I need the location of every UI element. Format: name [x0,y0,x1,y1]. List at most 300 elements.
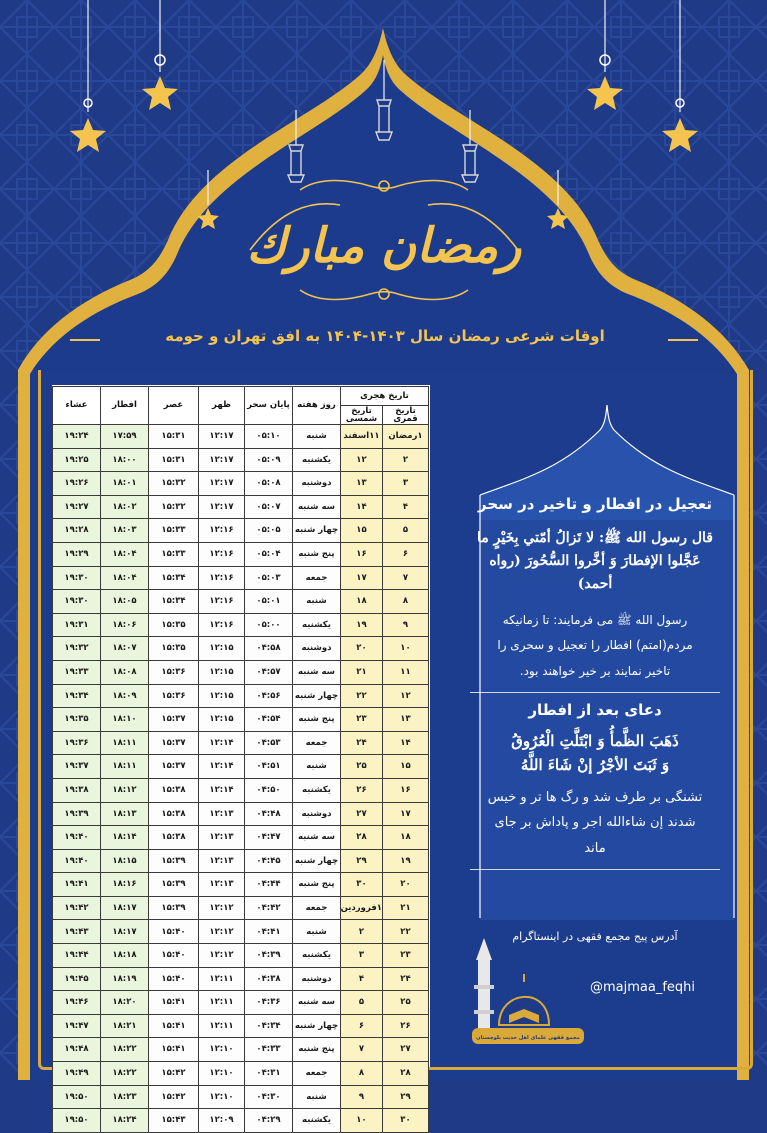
dua-arabic-line: ذَهَبَ الظَّمأُ وَ ابْتَلَّتِ الْعُرُوقُ [511,731,679,750]
cell-sahar: ۰۵:۰۳ [245,566,293,590]
cell-weekday: شنبه [293,590,341,614]
cell-qamari: ۱۸ [383,826,429,850]
cell-weekday: یکشنبه [293,778,341,802]
table-row [53,1038,429,1062]
cell-shamsi: ۱۷ [341,566,383,590]
table-row [53,826,429,850]
header-weekday: روز هفته [293,387,341,425]
cell-sahar: ۰۴:۴۴ [245,873,293,897]
cell-asr: ۱۵:۳۹ [149,896,199,920]
cell-sahar: ۰۵:۰۹ [245,448,293,472]
table-row [53,944,429,968]
cell-weekday: شنبه [293,425,341,449]
cell-sahar: ۰۵:۰۴ [245,542,293,566]
cell-asr: ۱۵:۳۸ [149,802,199,826]
cell-shamsi: ۲۹ [341,849,383,873]
cell-asr: ۱۵:۳۳ [149,519,199,543]
cell-asr: ۱۵:۳۹ [149,873,199,897]
cell-sahar: ۰۴:۳۸ [245,967,293,991]
cell-qamari: ۲۵ [383,991,429,1015]
cell-zohr: ۱۲:۱۳ [199,849,245,873]
cell-shamsi: ۵ [341,991,383,1015]
cell-asr: ۱۵:۴۲ [149,1062,199,1086]
cell-qamari: ۲۳ [383,944,429,968]
table-row [53,967,429,991]
cell-iftar: ۱۸:۰۹ [101,684,149,708]
cell-zohr: ۱۲:۱۴ [199,731,245,755]
minaret-icon [474,938,494,1040]
cell-isha: ۱۹:۴۸ [53,1038,101,1062]
cell-weekday: شنبه [293,755,341,779]
cell-sahar: ۰۴:۳۳ [245,1038,293,1062]
cell-shamsi: ۱۱اسفند [341,425,383,449]
cell-sahar: ۰۴:۴۷ [245,826,293,850]
cell-isha: ۱۹:۴۲ [53,896,101,920]
cell-weekday: شنبه [293,920,341,944]
timetable-body [53,425,429,1133]
cell-weekday: سه شنبه [293,991,341,1015]
cell-isha: ۱۹:۴۰ [53,826,101,850]
table-row [53,708,429,732]
cell-qamari: ۱۰ [383,637,429,661]
cell-sahar: ۰۴:۳۹ [245,944,293,968]
table-row [53,1014,429,1038]
cell-zohr: ۱۲:۱۴ [199,778,245,802]
cell-sahar: ۰۴:۳۶ [245,991,293,1015]
cell-weekday: سه شنبه [293,826,341,850]
table-row [53,873,429,897]
cell-qamari: ۲۱ [383,896,429,920]
cell-zohr: ۱۲:۱۰ [199,1085,245,1109]
table-row [53,778,429,802]
cell-iftar: ۱۸:۲۲ [101,1062,149,1086]
cell-zohr: ۱۲:۱۷ [199,448,245,472]
cell-sahar: ۰۵:۰۸ [245,472,293,496]
cell-asr: ۱۵:۳۲ [149,472,199,496]
dua-translation-line: تشنگی بر طرف شد و رگ ها تر و خیس [487,789,703,805]
cell-isha: ۱۹:۲۸ [53,519,101,543]
cell-iftar: ۱۸:۰۲ [101,495,149,519]
cell-qamari: ۲۴ [383,967,429,991]
dua-title: دعای بعد از افطار [528,700,662,719]
cell-iftar: ۱۸:۱۶ [101,873,149,897]
cell-qamari: ۲۸ [383,1062,429,1086]
cell-iftar: ۱۸:۰۰ [101,448,149,472]
hadith-arabic-line: قال رسول الله ﷺ: لا تَزالُ أمّتي بِخَيْرٍ ما [477,530,713,546]
cell-weekday: دوشنبه [293,637,341,661]
lantern-icon [288,100,478,182]
cell-qamari: ۳۰ [383,1109,429,1133]
hadith-translation-line: رسول الله ﷺ می فرمایند: تا زمانیکه [502,613,688,628]
cell-iftar: ۱۸:۰۸ [101,660,149,684]
cell-sahar: ۰۵:۰۰ [245,613,293,637]
cell-asr: ۱۵:۳۱ [149,425,199,449]
table-row [53,684,429,708]
cell-weekday: چهار شنبه [293,849,341,873]
cell-qamari: ۱۵ [383,755,429,779]
cell-qamari: ۱۶ [383,778,429,802]
cell-weekday: چهار شنبه [293,1014,341,1038]
timetable-grid [52,386,429,1133]
cell-weekday: جمعه [293,731,341,755]
cell-sahar: ۰۵:۰۷ [245,495,293,519]
cell-weekday: جمعه [293,896,341,920]
instagram-handle[interactable]: @majmaa_feqhi [590,980,696,995]
divider [470,869,720,870]
table-row [53,566,429,590]
cell-iftar: ۱۸:۲۱ [101,1014,149,1038]
cell-zohr: ۱۲:۱۷ [199,472,245,496]
title-ornament [0,0,767,370]
header-qamari: تاریخ قمری [383,406,429,425]
mosque-icon [499,974,549,1025]
table-row [53,542,429,566]
header-shamsi: تاریخ شمسی [341,406,383,425]
cell-qamari: ۹ [383,613,429,637]
cell-isha: ۱۹:۲۶ [53,472,101,496]
logo-text: مجمع فقهی علمای اهل حدیث بلوچستان [476,1035,580,1041]
cell-isha: ۱۹:۳۲ [53,637,101,661]
cell-asr: ۱۵:۳۹ [149,849,199,873]
cell-isha: ۱۹:۳۶ [53,731,101,755]
cell-isha: ۱۹:۳۳ [53,660,101,684]
cell-weekday: دوشنبه [293,967,341,991]
cell-zohr: ۱۲:۱۲ [199,896,245,920]
table-row [53,660,429,684]
cell-shamsi: ۱۶ [341,542,383,566]
cell-iftar: ۱۸:۱۸ [101,944,149,968]
cell-qamari: ۴ [383,495,429,519]
cell-weekday: سه شنبه [293,495,341,519]
cell-iftar: ۱۸:۱۹ [101,967,149,991]
cell-iftar: ۱۸:۱۷ [101,896,149,920]
cell-iftar: ۱۸:۲۳ [101,1085,149,1109]
cell-isha: ۱۹:۳۹ [53,802,101,826]
table-row [53,1109,429,1133]
cell-shamsi: ۲۷ [341,802,383,826]
cell-sahar: ۰۴:۳۴ [245,1014,293,1038]
table-row [53,472,429,496]
cell-zohr: ۱۲:۱۳ [199,826,245,850]
cell-sahar: ۰۴:۵۶ [245,684,293,708]
cell-shamsi: ۱۵ [341,519,383,543]
cell-asr: ۱۵:۳۵ [149,613,199,637]
dua-translation [470,785,720,861]
cell-shamsi: ۱۹ [341,613,383,637]
hadith-panel [470,495,720,878]
cell-isha: ۱۹:۴۴ [53,944,101,968]
cell-asr: ۱۵:۴۱ [149,1014,199,1038]
table-row [53,849,429,873]
header-sahar: پایان سحر [245,387,293,425]
cell-shamsi: ۲ [341,920,383,944]
table-row [53,755,429,779]
hadith-title: تعجیل در افطار و تاخیر در سحر [477,495,712,513]
cell-sahar: ۰۴:۳۱ [245,1062,293,1086]
cell-isha: ۱۹:۴۷ [53,1014,101,1038]
cell-iftar: ۱۸:۲۴ [101,1109,149,1133]
cell-sahar: ۰۴:۵۴ [245,708,293,732]
cell-iftar: ۱۸:۰۷ [101,637,149,661]
hadith-arabic-line: عَجَّلوا الإفطارَ وَ أخَّروا السُّحُورَ (رواه أحمد) [489,553,701,593]
cell-shamsi: ۱فروردین [341,896,383,920]
cell-zohr: ۱۲:۱۴ [199,755,245,779]
cell-weekday: شنبه [293,1085,341,1109]
cell-shamsi: ۱۴ [341,495,383,519]
cell-shamsi: ۶ [341,1014,383,1038]
cell-asr: ۱۵:۳۸ [149,826,199,850]
cell-sahar: ۰۴:۵۷ [245,660,293,684]
header-row-1 [53,387,429,406]
cell-qamari: ۱۴ [383,731,429,755]
cell-zohr: ۱۲:۰۹ [199,1109,245,1133]
table-row [53,896,429,920]
cell-shamsi: ۱۳ [341,472,383,496]
table-row [53,519,429,543]
cell-iftar: ۱۸:۱۴ [101,826,149,850]
cell-weekday: یکشنبه [293,1109,341,1133]
cell-qamari: ۱۷ [383,802,429,826]
cell-asr: ۱۵:۴۰ [149,944,199,968]
cell-weekday: چهار شنبه [293,684,341,708]
dua-arabic-line: وَ ثَبَتَ الأجْرُ إنْ شَاءَ اللَّهُ [520,755,670,774]
dua-translation-line: ماند [584,840,606,856]
cell-asr: ۱۵:۴۰ [149,920,199,944]
cell-qamari: ۲۷ [383,1038,429,1062]
cell-sahar: ۰۵:۱۰ [245,425,293,449]
cell-iftar: ۱۷:۵۹ [101,425,149,449]
cell-iftar: ۱۸:۰۳ [101,519,149,543]
cell-asr: ۱۵:۳۸ [149,778,199,802]
cell-qamari: ۲۹ [383,1085,429,1109]
cell-qamari: ۲ [383,448,429,472]
logo [464,930,589,1055]
cell-iftar: ۱۸:۱۰ [101,708,149,732]
cell-isha: ۱۹:۲۵ [53,448,101,472]
cell-weekday: پنج شنبه [293,542,341,566]
cell-shamsi: ۲۲ [341,684,383,708]
cell-shamsi: ۷ [341,1038,383,1062]
cell-isha: ۱۹:۲۷ [53,495,101,519]
cell-shamsi: ۱۰ [341,1109,383,1133]
header-zohr: ظهر [199,387,245,425]
cell-isha: ۱۹:۴۶ [53,991,101,1015]
cell-weekday: پنج شنبه [293,873,341,897]
cell-sahar: ۰۵:۰۵ [245,519,293,543]
hadith-translation-line: مردم(امتم) افطار را تعجیل و سحری را [497,638,693,653]
cell-qamari: ۱۳ [383,708,429,732]
cell-weekday: جمعه [293,566,341,590]
cell-zohr: ۱۲:۱۶ [199,519,245,543]
cell-iftar: ۱۸:۰۱ [101,472,149,496]
cell-iftar: ۱۸:۰۴ [101,542,149,566]
cell-shamsi: ۲۴ [341,731,383,755]
cell-asr: ۱۵:۳۲ [149,495,199,519]
cell-iftar: ۱۸:۰۴ [101,566,149,590]
cell-shamsi: ۸ [341,1062,383,1086]
cell-weekday: یکشنبه [293,944,341,968]
cell-weekday: یکشنبه [293,448,341,472]
cell-weekday: جمعه [293,1062,341,1086]
cell-isha: ۱۹:۴۹ [53,1062,101,1086]
cell-qamari: ۵ [383,519,429,543]
cell-asr: ۱۵:۳۷ [149,708,199,732]
cell-asr: ۱۵:۳۳ [149,542,199,566]
cell-asr: ۱۵:۴۳ [149,1109,199,1133]
cell-isha: ۱۹:۴۵ [53,967,101,991]
table-row [53,991,429,1015]
table-row [53,1085,429,1109]
cell-iftar: ۱۸:۱۲ [101,778,149,802]
cell-shamsi: ۲۰ [341,637,383,661]
cell-zohr: ۱۲:۱۶ [199,590,245,614]
cell-sahar: ۰۴:۵۰ [245,778,293,802]
cell-weekday: دوشنبه [293,472,341,496]
cell-qamari: ۲۰ [383,873,429,897]
cell-shamsi: ۴ [341,967,383,991]
hadith-translation-line: تاخیر نمایند بر خیر خواهند بود. [519,663,671,678]
cell-zohr: ۱۲:۱۱ [199,1014,245,1038]
table-row [53,448,429,472]
table-row [53,495,429,519]
dua-translation-line: شدند إن شاءالله اجر و پاداش بر جای [494,815,696,831]
cell-zohr: ۱۲:۱۵ [199,684,245,708]
cell-shamsi: ۳ [341,944,383,968]
cell-weekday: دوشنبه [293,802,341,826]
divider [470,692,720,693]
cell-iftar: ۱۸:۲۲ [101,1038,149,1062]
cell-shamsi: ۳۰ [341,873,383,897]
table-row [53,1062,429,1086]
cell-sahar: ۰۴:۳۰ [245,1085,293,1109]
cell-isha: ۱۹:۳۰ [53,590,101,614]
cell-isha: ۱۹:۵۰ [53,1085,101,1109]
hadith-translation [470,608,720,684]
cell-sahar: ۰۴:۴۸ [245,802,293,826]
cell-zohr: ۱۲:۱۶ [199,566,245,590]
cell-zohr: ۱۲:۱۳ [199,873,245,897]
cell-asr: ۱۵:۳۱ [149,448,199,472]
table-row [53,613,429,637]
cell-asr: ۱۵:۳۷ [149,731,199,755]
cell-asr: ۱۵:۳۶ [149,660,199,684]
cell-weekday: سه شنبه [293,660,341,684]
cell-zohr: ۱۲:۱۶ [199,613,245,637]
cell-iftar: ۱۸:۱۱ [101,731,149,755]
cell-qamari: ۶ [383,542,429,566]
cell-zohr: ۱۲:۱۲ [199,944,245,968]
cell-qamari: ۱۲ [383,684,429,708]
table-row [53,802,429,826]
cell-shamsi: ۲۵ [341,755,383,779]
cell-shamsi: ۱۲ [341,448,383,472]
title-calligraphy: رمضان مبارك [246,218,522,274]
header-isha: عشاء [53,387,101,425]
cell-zohr: ۱۲:۱۵ [199,637,245,661]
table-row [53,920,429,944]
cell-qamari: ۳ [383,472,429,496]
cell-weekday: پنج شنبه [293,708,341,732]
header-hijri-group: تاریخ هجری [341,387,429,406]
cell-zohr: ۱۲:۱۶ [199,542,245,566]
cell-isha: ۱۹:۳۴ [53,684,101,708]
cell-qamari: ۱۱ [383,660,429,684]
table-row [53,731,429,755]
cell-isha: ۱۹:۲۴ [53,425,101,449]
cell-iftar: ۱۸:۰۵ [101,590,149,614]
cell-weekday: چهار شنبه [293,519,341,543]
cell-zohr: ۱۲:۱۲ [199,920,245,944]
cell-isha: ۱۹:۳۵ [53,708,101,732]
cell-asr: ۱۵:۳۶ [149,684,199,708]
cell-asr: ۱۵:۴۰ [149,967,199,991]
table-row [53,590,429,614]
cell-isha: ۱۹:۳۱ [53,613,101,637]
cell-asr: ۱۵:۳۷ [149,755,199,779]
cell-isha: ۱۹:۳۰ [53,566,101,590]
cell-asr: ۱۵:۴۱ [149,991,199,1015]
cell-shamsi: ۲۳ [341,708,383,732]
cell-zohr: ۱۲:۱۱ [199,991,245,1015]
cell-iftar: ۱۸:۰۶ [101,613,149,637]
hanging-strings [88,0,680,205]
cell-qamari: ۲۶ [383,1014,429,1038]
cell-iftar: ۱۸:۱۵ [101,849,149,873]
cell-sahar: ۰۴:۴۵ [245,849,293,873]
instagram-label: آدرس پیج مجمع فقهی در اینستاگرام [512,930,678,943]
subtitle: اوقات شرعی رمضان سال ۱۴۰۳-۱۴۰۴ به افق تهران و حومه [165,327,605,345]
cell-shamsi: ۲۶ [341,778,383,802]
cell-shamsi: ۱۸ [341,590,383,614]
cell-isha: ۱۹:۴۳ [53,920,101,944]
cell-weekday: یکشنبه [293,613,341,637]
cell-zohr: ۱۲:۱۰ [199,1062,245,1086]
cell-isha: ۱۹:۳۸ [53,778,101,802]
cell-zohr: ۱۲:۱۳ [199,802,245,826]
cell-zohr: ۱۲:۱۵ [199,660,245,684]
hadith-arabic [470,527,720,596]
cell-zohr: ۱۲:۱۵ [199,708,245,732]
timetable [52,385,430,1126]
cell-isha: ۱۹:۲۹ [53,542,101,566]
cell-sahar: ۰۴:۵۸ [245,637,293,661]
cell-isha: ۱۹:۴۰ [53,849,101,873]
cell-sahar: ۰۴:۴۲ [245,896,293,920]
cell-qamari: ۷ [383,566,429,590]
header-iftar: افطار [101,387,149,425]
cell-zohr: ۱۲:۱۰ [199,1038,245,1062]
table-row [53,637,429,661]
cell-sahar: ۰۴:۵۱ [245,755,293,779]
table-row [53,425,429,449]
cell-zohr: ۱۲:۱۷ [199,425,245,449]
cell-qamari: ۱۹ [383,849,429,873]
cell-sahar: ۰۴:۵۳ [245,731,293,755]
cell-zohr: ۱۲:۱۷ [199,495,245,519]
cell-asr: ۱۵:۳۴ [149,566,199,590]
cell-asr: ۱۵:۳۵ [149,637,199,661]
cell-iftar: ۱۸:۱۱ [101,755,149,779]
cell-weekday: پنج شنبه [293,1038,341,1062]
cell-qamari: ۸ [383,590,429,614]
cell-qamari: ۲۲ [383,920,429,944]
cell-isha: ۱۹:۳۷ [53,755,101,779]
cell-shamsi: ۲۱ [341,660,383,684]
cell-shamsi: ۲۸ [341,826,383,850]
cell-sahar: ۰۴:۲۹ [245,1109,293,1133]
header-asr: عصر [149,387,199,425]
cell-asr: ۱۵:۴۲ [149,1085,199,1109]
